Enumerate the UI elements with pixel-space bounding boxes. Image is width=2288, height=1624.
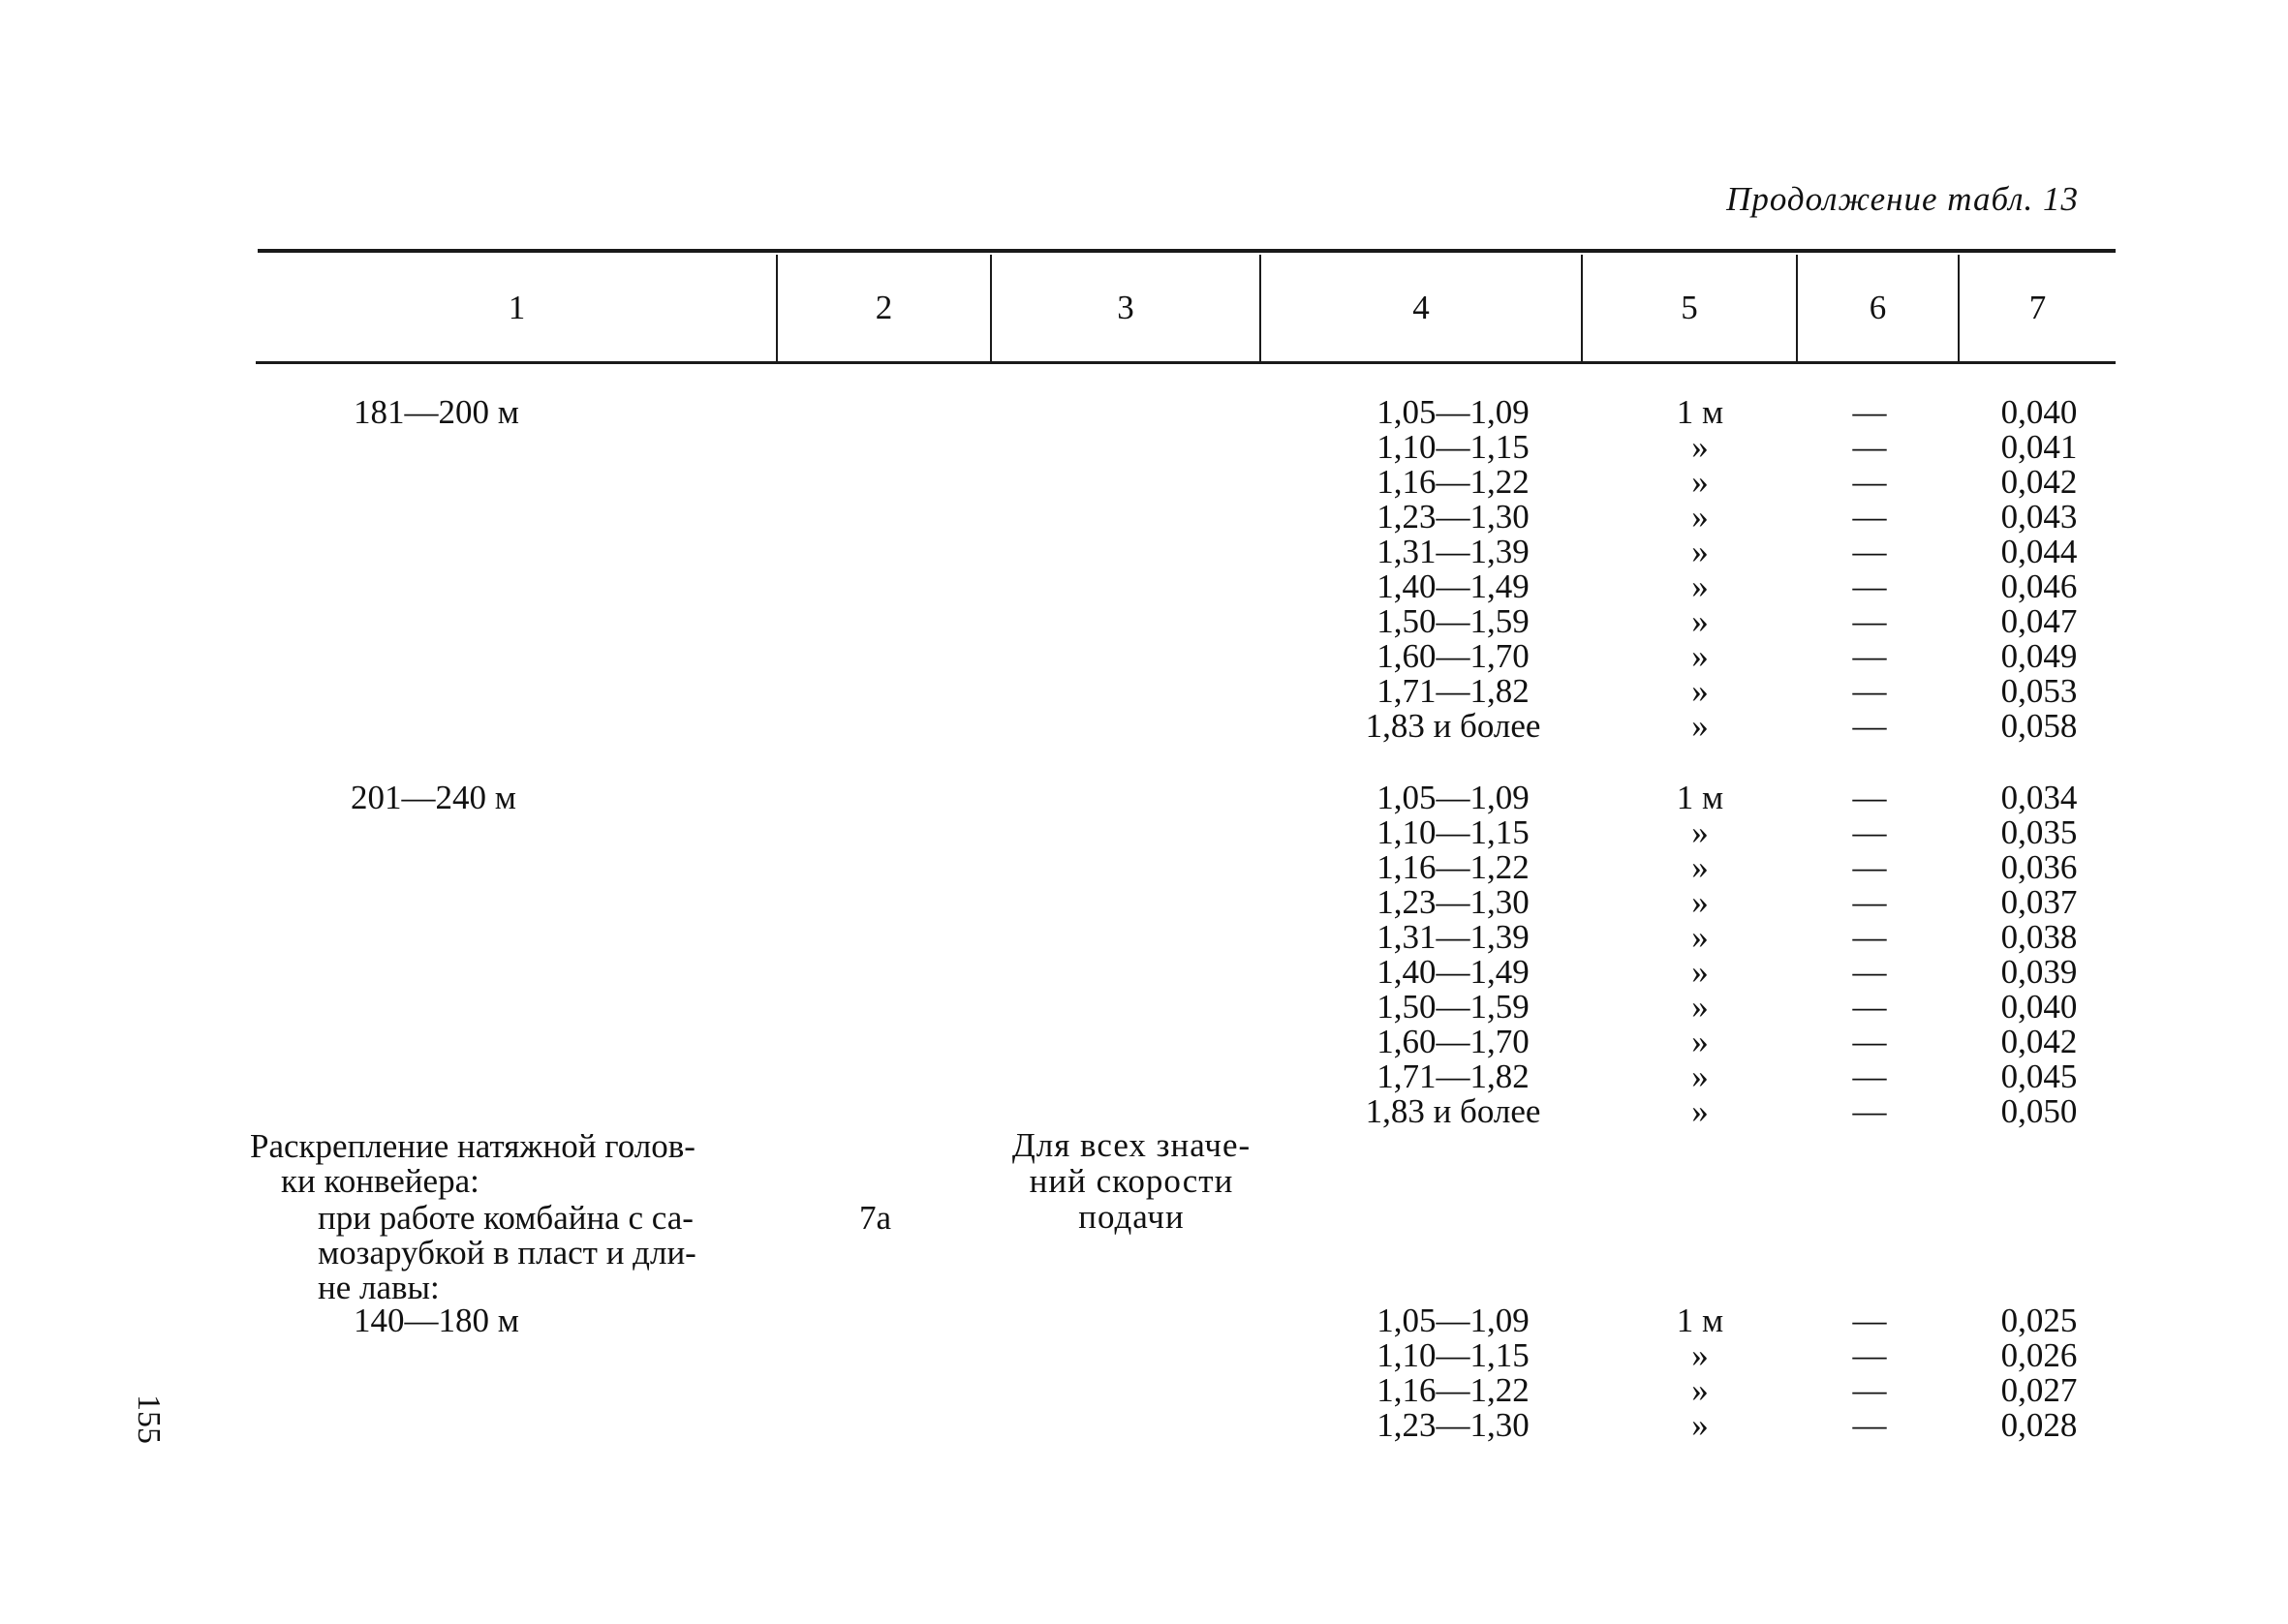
column-header: 7 [2028,289,2047,326]
table-cell: » [1691,883,1709,921]
table-cell: 1 м [1676,393,1724,431]
table-cell: » [1691,918,1709,956]
table-cell: — [1852,1371,1887,1409]
table-cell: 1,23—1,30 [1376,1406,1530,1444]
table-cell: » [1691,498,1709,536]
table-cell: — [1852,707,1887,745]
page-number: 155 [131,1394,167,1444]
table-cell: — [1852,813,1887,851]
col6-dash-values [1821,1303,1918,1443]
table-cell: 0,047 [2000,602,2078,640]
table-cell: 1,05—1,09 [1376,779,1530,816]
item-description-line: при работе комбайна с са- [318,1199,694,1237]
table-cell: » [1691,707,1709,745]
item-note-line: подачи [1078,1198,1185,1236]
table-cell: — [1852,533,1887,570]
table-cell: 0,038 [2000,918,2078,956]
table-cell: 0,040 [2000,988,2078,1026]
section-label: 140—180 м [354,1302,519,1339]
table-cell: 0,053 [2000,672,2078,710]
table-cell: — [1852,428,1887,466]
column-header: 4 [1412,289,1430,326]
table-cell: — [1852,1023,1887,1060]
item-description-line: не лавы: [318,1269,440,1306]
col4-speed-values [1308,781,1598,1129]
table-cell: » [1691,1371,1709,1409]
table-cell: 0,045 [2000,1057,2078,1095]
section-label: 201—240 м [351,779,516,816]
table-cell: 0,025 [2000,1302,2078,1339]
col5-unit-values [1637,1303,1763,1443]
col4-speed-values [1308,1303,1598,1443]
col5-unit-values [1637,395,1763,744]
table-cell: 1,05—1,09 [1376,393,1530,431]
table-cell: 1 м [1676,779,1724,816]
col7-coefficient-values [1976,781,2102,1129]
table-cell: » [1691,813,1709,851]
item-description-line: ки конвейера: [281,1162,479,1200]
table-cell: — [1852,883,1887,921]
table-cell: 0,026 [2000,1336,2078,1374]
table-cell: — [1852,953,1887,991]
table-cell: — [1852,988,1887,1026]
table-cell: » [1691,1336,1709,1374]
table-cell: — [1852,567,1887,605]
table-cell: — [1852,779,1887,816]
item-description-line: мозарубкой в пласт и дли- [318,1234,696,1272]
table-cell: — [1852,672,1887,710]
table-cell: — [1852,602,1887,640]
table-cell: 1,31—1,39 [1376,918,1530,956]
table-cell: » [1691,567,1709,605]
section-label: 181—200 м [354,393,519,431]
column-header: 5 [1681,289,1698,326]
item-note-line: ний скорости [1029,1162,1234,1200]
table-top-rule [258,249,2116,253]
column-header: 2 [875,289,893,326]
col6-dash-values [1821,395,1918,744]
table-cell: 1,10—1,15 [1376,813,1530,851]
table-cell: 1,40—1,49 [1376,953,1530,991]
item-note [986,1127,1277,1235]
table-cell: 1,05—1,09 [1376,1302,1530,1339]
table-cell: 1,23—1,30 [1376,498,1530,536]
col7-coefficient-values [1976,1303,2102,1443]
table-cell: 0,035 [2000,813,2078,851]
table-cell: 1,71—1,82 [1376,1057,1530,1095]
table-cell: » [1691,1023,1709,1060]
header-bottom-rule [256,361,2116,364]
table-cell: 1,31—1,39 [1376,533,1530,570]
table-cell: 1,10—1,15 [1376,1336,1530,1374]
table-cell: — [1852,1336,1887,1374]
table-cell: 0,058 [2000,707,2078,745]
item-code: 7а [859,1199,892,1237]
table-cell: 1,50—1,59 [1376,988,1530,1026]
table-cell: » [1691,1092,1709,1130]
table-cell: 0,041 [2000,428,2078,466]
column-header: 1 [508,289,526,326]
col5-unit-values [1637,781,1763,1129]
table-cell: » [1691,533,1709,570]
table-cell: 0,046 [2000,567,2078,605]
table-cell: 0,044 [2000,533,2078,570]
table-cell: 1,71—1,82 [1376,672,1530,710]
table-cell: 0,042 [2000,1023,2078,1060]
col4-speed-values [1308,395,1598,744]
table-cell: » [1691,1406,1709,1444]
table-cell: 1,16—1,22 [1376,463,1530,501]
column-header: 6 [1869,289,1887,326]
col6-dash-values [1821,781,1918,1129]
table-cell: — [1852,463,1887,501]
table-cell: » [1691,672,1709,710]
table-cell: 1,23—1,30 [1376,883,1530,921]
table-cell: — [1852,498,1887,536]
table-cell: » [1691,988,1709,1026]
table-cell: — [1852,1057,1887,1095]
table-cell: 0,037 [2000,883,2078,921]
table-cell: 1,50—1,59 [1376,602,1530,640]
item-note-line: Для всех значе- [1011,1126,1252,1164]
table-cell: — [1852,637,1887,675]
table-cell: — [1852,1302,1887,1339]
table-cell: 1,83 и более [1365,1092,1541,1130]
item-description-line: Раскрепление натяжной голов- [250,1127,696,1165]
table-cell: 1,40—1,49 [1376,567,1530,605]
table-cell: » [1691,463,1709,501]
table-cell: 1,10—1,15 [1376,428,1530,466]
table-cell: 1,16—1,22 [1376,848,1530,886]
table-cell: — [1852,1092,1887,1130]
table-cell: 1,16—1,22 [1376,1371,1530,1409]
table-cell: 1,60—1,70 [1376,637,1530,675]
table-cell: — [1852,393,1887,431]
table-cell: » [1691,1057,1709,1095]
table-cell: 0,040 [2000,393,2078,431]
table-cell: » [1691,848,1709,886]
table-cell: 1 м [1676,1302,1724,1339]
table-cell: 0,039 [2000,953,2078,991]
table-cell: — [1852,848,1887,886]
table-cell: 0,027 [2000,1371,2078,1409]
table-cell: 0,043 [2000,498,2078,536]
table-cell: » [1691,953,1709,991]
table-continuation-caption: Продолжение табл. 13 [1726,180,2079,218]
table-cell: — [1852,918,1887,956]
table-cell: 0,036 [2000,848,2078,886]
table-cell: » [1691,428,1709,466]
table-cell: 0,049 [2000,637,2078,675]
table-cell: 1,83 и более [1365,707,1541,745]
table-cell: 0,028 [2000,1406,2078,1444]
column-header: 3 [1117,289,1134,326]
table-cell: 1,60—1,70 [1376,1023,1530,1060]
table-cell: » [1691,637,1709,675]
col7-coefficient-values [1976,395,2102,744]
table-cell: — [1852,1406,1887,1444]
table-cell: 0,050 [2000,1092,2078,1130]
table-cell: 0,034 [2000,779,2078,816]
table-cell: » [1691,602,1709,640]
table-cell: 0,042 [2000,463,2078,501]
